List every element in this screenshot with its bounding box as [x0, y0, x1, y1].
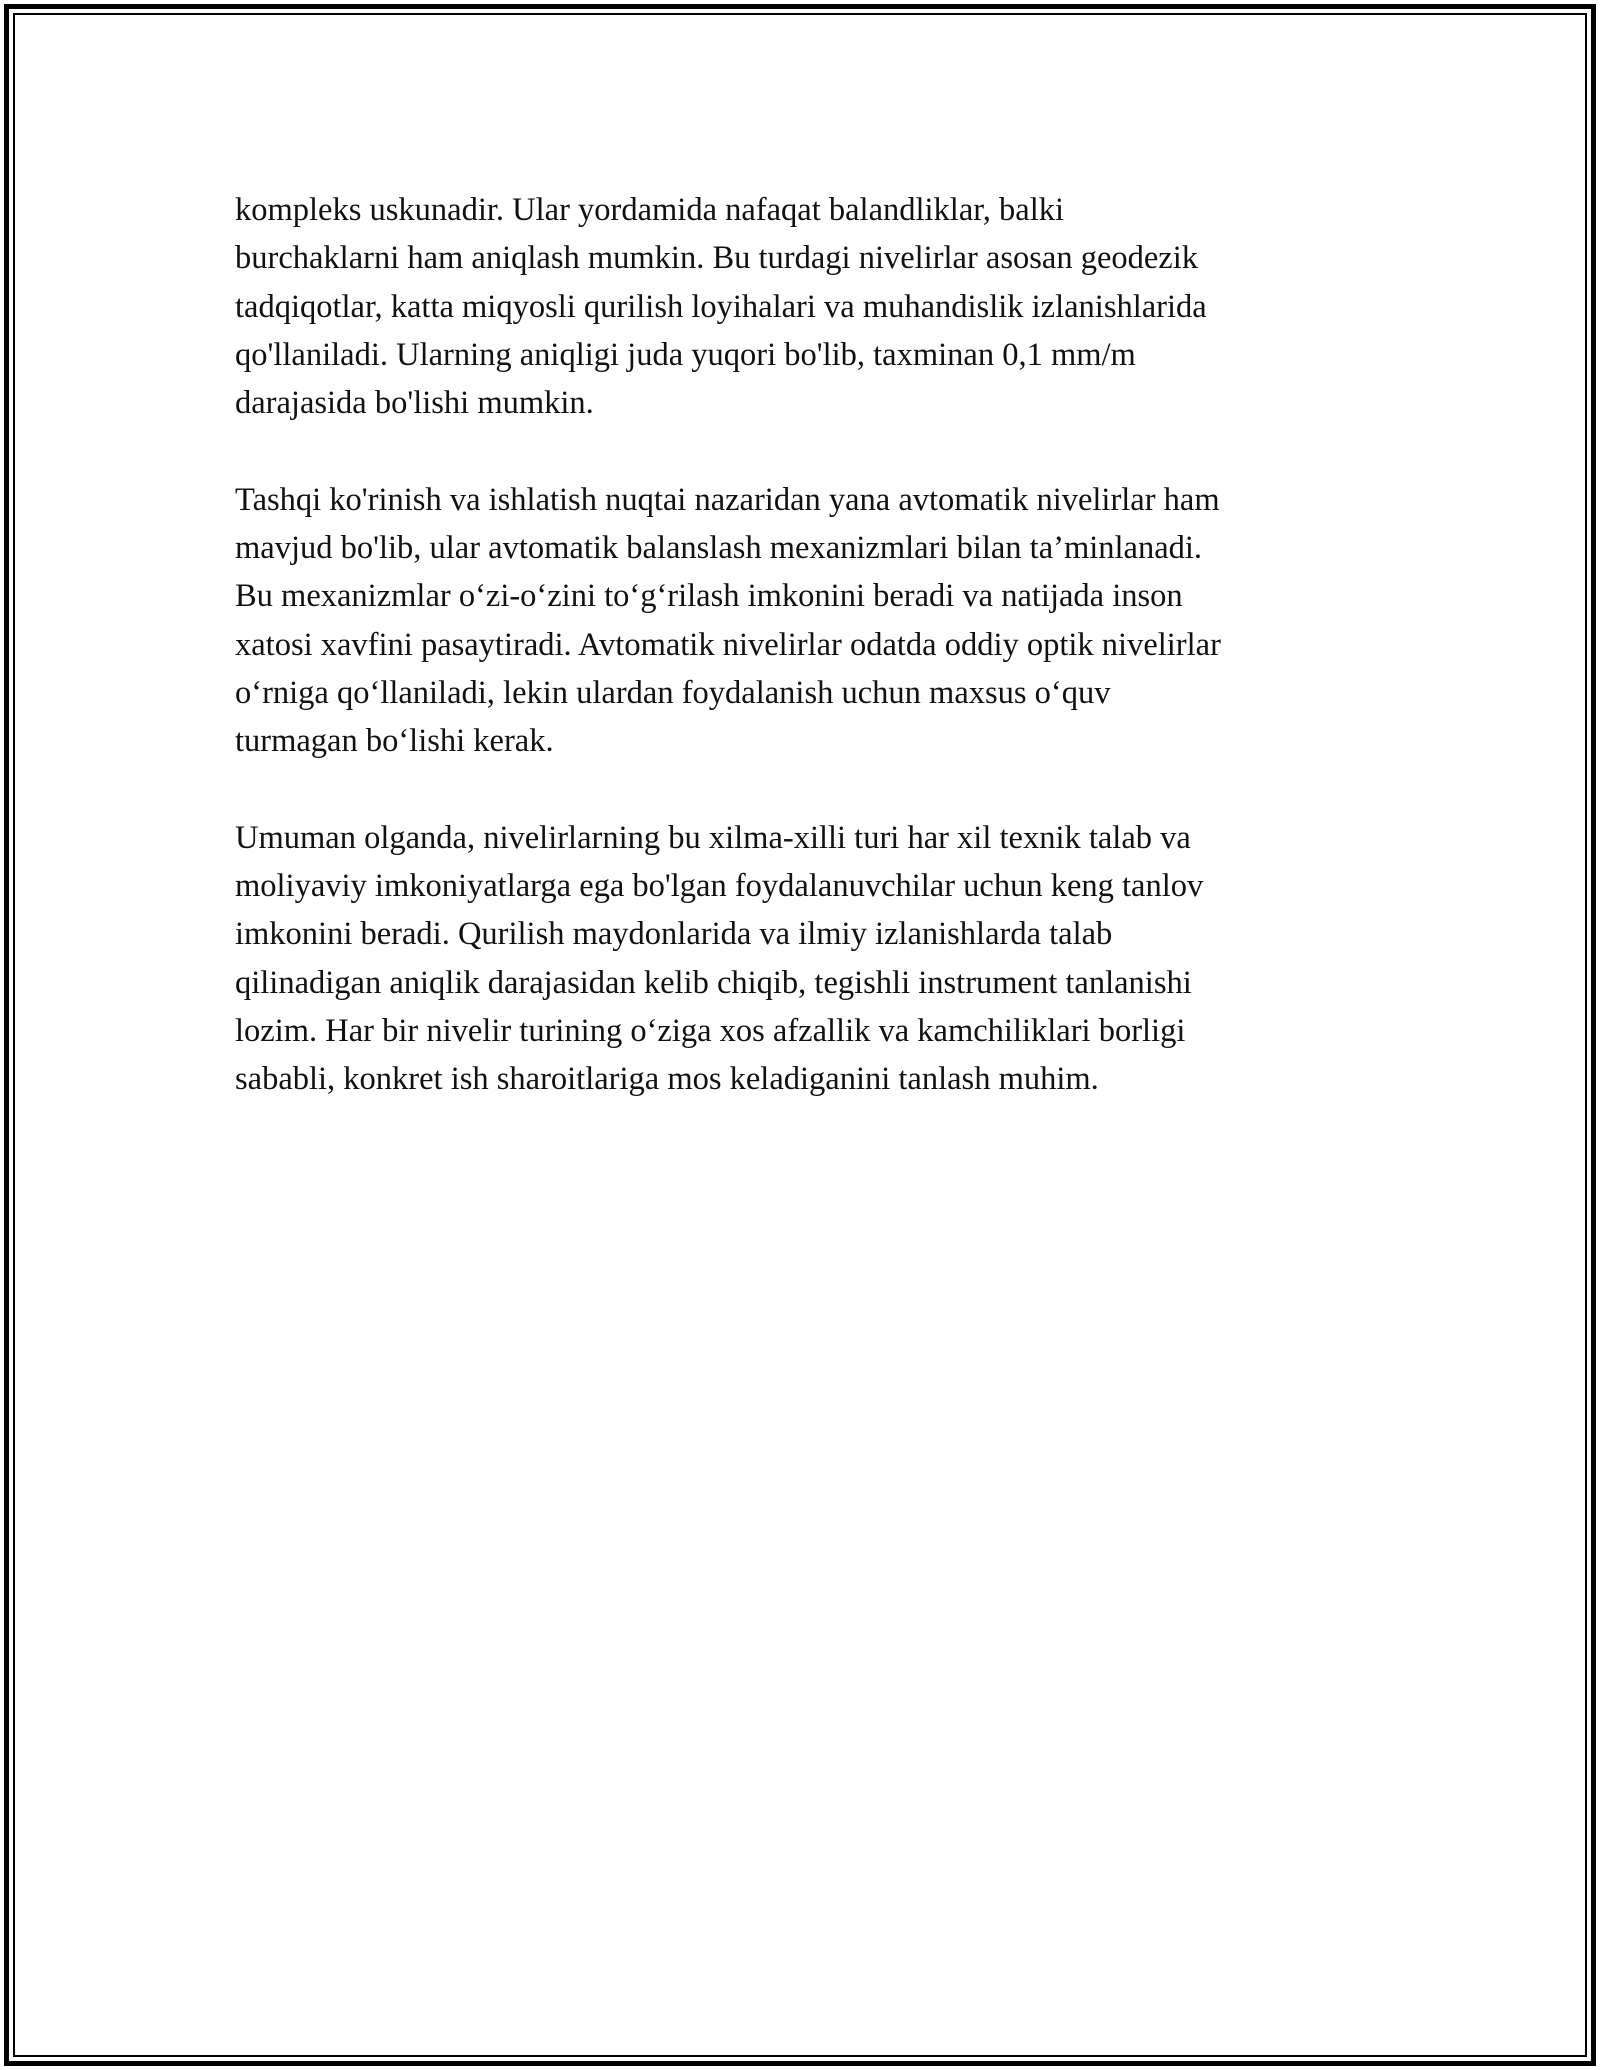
document-body — [235, 186, 1365, 1152]
paragraph-1: kompleks uskunadir. Ular yordamida nafaqat balandliklar, balki burchaklarni ham aniqlash mumkin. Bu turdagi nivelirlar asosan geodezik tadqiqotlar, katta miqyosli qurilish loyihalari va muhandislik izlanishlarida qo'llaniladi. Ularning aniqligi juda yuqori bo'lib, taxminan 0,1 mm/m darajasida bo'lishi mumkin. — [235, 192, 1207, 422]
paragraph-2: Tashqi ko'rinish va ishlatish nuqtai nazaridan yana avtomatik nivelirlar ham mavjud bo'lib, ular avtomatik balanslash mexanizmlari bilan ta’minlanadi. Bu mexanizmlar o‘zi-o‘zini to‘g‘rilash imkonini beradi va natijada inson xatosi xavfini pasaytiradi. Avtomatik nivelirlar odatda oddiy optik nivelirlar o‘rniga qo‘llaniladi, lekin ulardan foydalanish uchun maxsus o‘quv turmagan bo‘lishi kerak. — [235, 481, 1221, 760]
paragraph-3: Umuman olganda, nivelirlarning bu xilma-xilli turi har xil texnik talab va moliyaviy imkoniyatlarga ega bo'lgan foydalanuvchilar uchun keng tanlov imkonini beradi. Qurilish maydonlarida va ilmiy izlanishlarda talab qilinadigan aniqlik darajasidan kelib chiqib, tegishli instrument tanlanishi lozim. Har bir nivelir turining o‘ziga xos afzallik va kamchiliklari borligi sababli, konkret ish sharoitlariga mos keladiganini tanlash muhim. — [235, 819, 1204, 1098]
